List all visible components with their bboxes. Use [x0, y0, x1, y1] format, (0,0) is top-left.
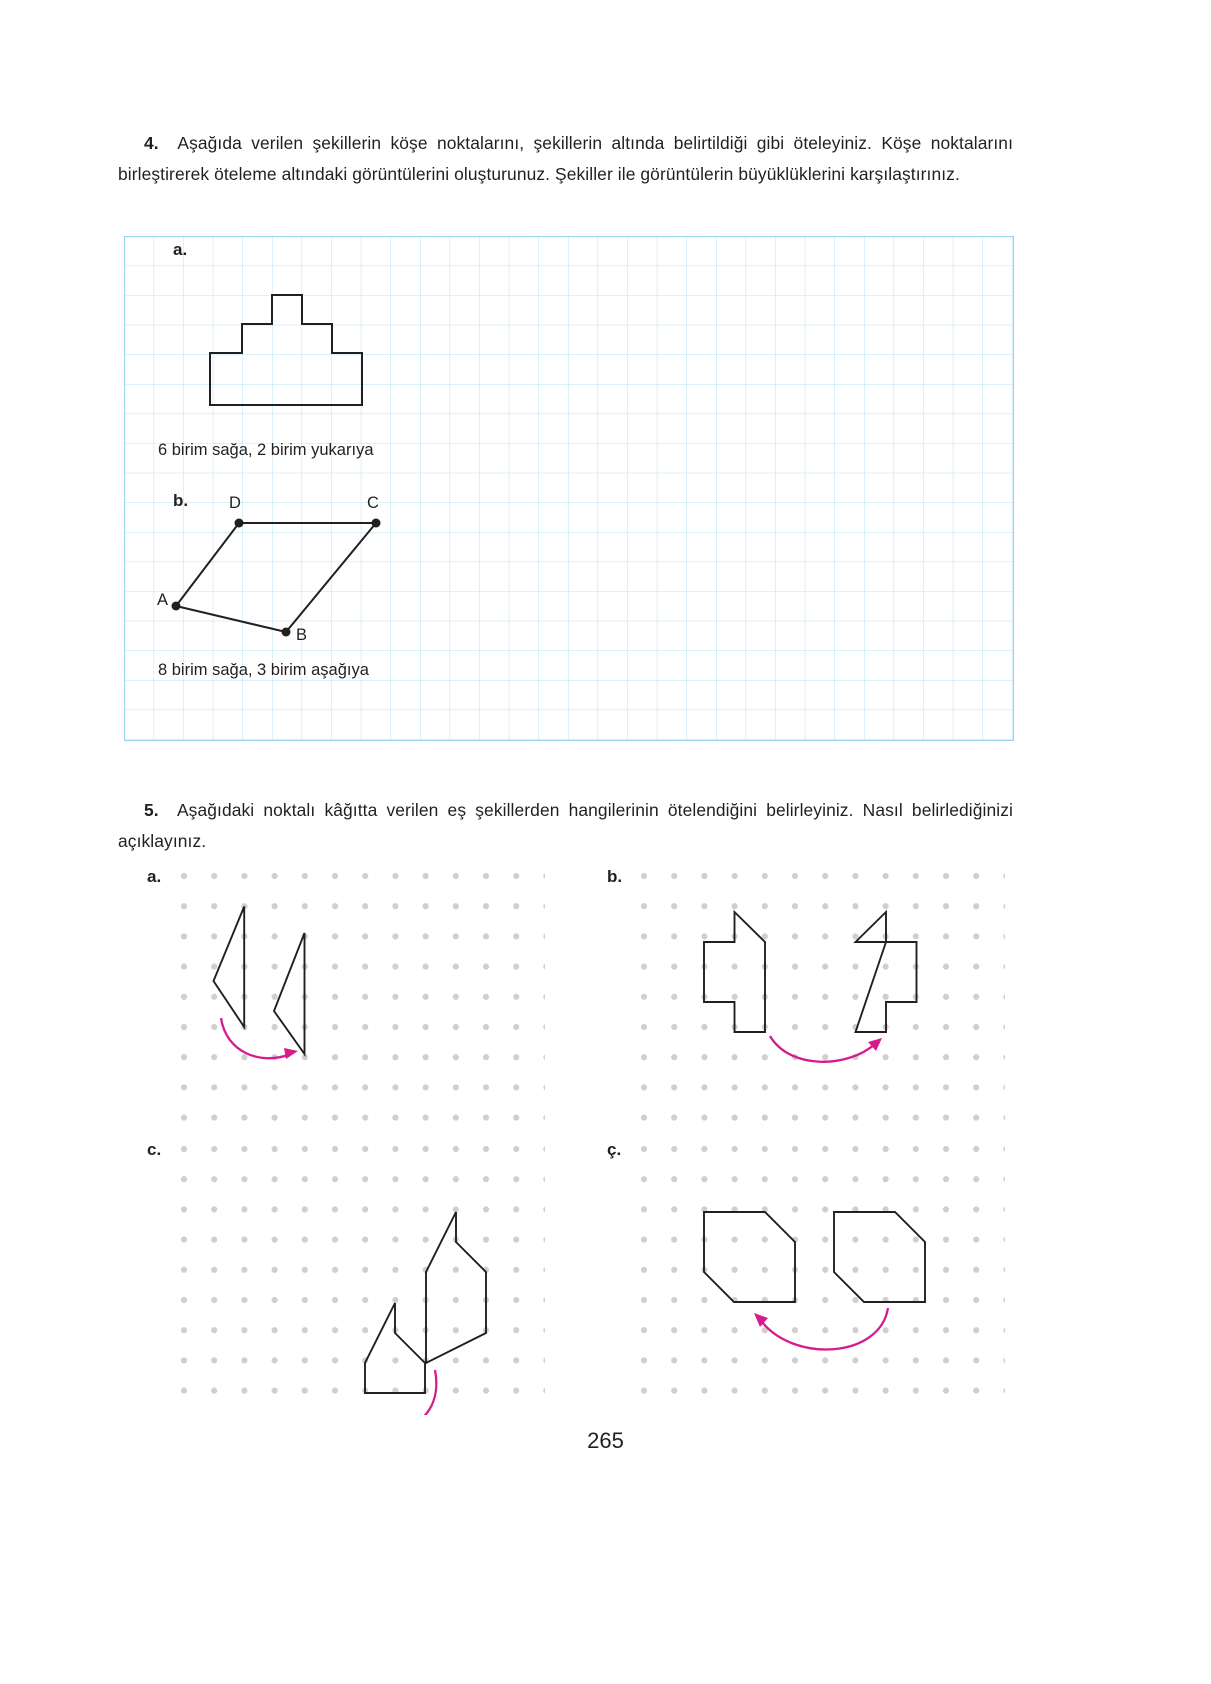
panel-5c — [147, 1140, 545, 1415]
panel-5a — [147, 867, 545, 1142]
vertex-label-c: C — [367, 494, 379, 512]
question-4-number: 4. — [144, 133, 159, 153]
vertex-label-d: D — [229, 494, 241, 512]
panel-5d — [607, 1140, 1005, 1415]
dot-paper-5d — [640, 1145, 1005, 1415]
caption-4b: 8 birim sağa, 3 birim aşağıya — [158, 661, 369, 679]
question-4-body: Aşağıda verilen şekillerin köşe noktalarını, şekillerin altında belirtildiği gibi öteleyiniz. Köşe noktalarını birleştirerek öteleme altındaki görüntülerini oluşturunuz. Şekiller ile görüntülerin büyüklüklerini karşılaştırınız. — [118, 133, 1013, 184]
question-5-number: 5. — [144, 800, 159, 820]
question-5-text-block — [118, 795, 1013, 857]
part-label-4a: a. — [173, 240, 188, 259]
question-5-body: Aşağıdaki noktalı kâğıtta verilen eş şekillerden hangilerinin ötelendiğini belirleyiniz. Nasıl belirlediğinizi açıklayınız. — [118, 800, 1013, 851]
dot-paper-5c — [180, 1145, 545, 1415]
caption-4a: 6 birim sağa, 2 birim yukarıya — [158, 441, 374, 459]
part-label-5b: b. — [607, 867, 623, 886]
part-label-5a: a. — [147, 867, 162, 886]
question-4-grid-panel — [124, 236, 1014, 741]
part-label-4b: b. — [173, 491, 189, 510]
dot-paper-5b — [640, 872, 1005, 1142]
part-label-5d: ç. — [607, 1140, 622, 1159]
page-number: 265 — [587, 1428, 624, 1453]
vertex-label-b: B — [296, 626, 308, 644]
vertex-label-a: A — [157, 591, 169, 609]
panel-5b — [607, 867, 1005, 1142]
question-4-text-block — [118, 128, 1013, 190]
part-label-5c: c. — [147, 1140, 162, 1159]
dot-paper-5a — [180, 872, 545, 1142]
